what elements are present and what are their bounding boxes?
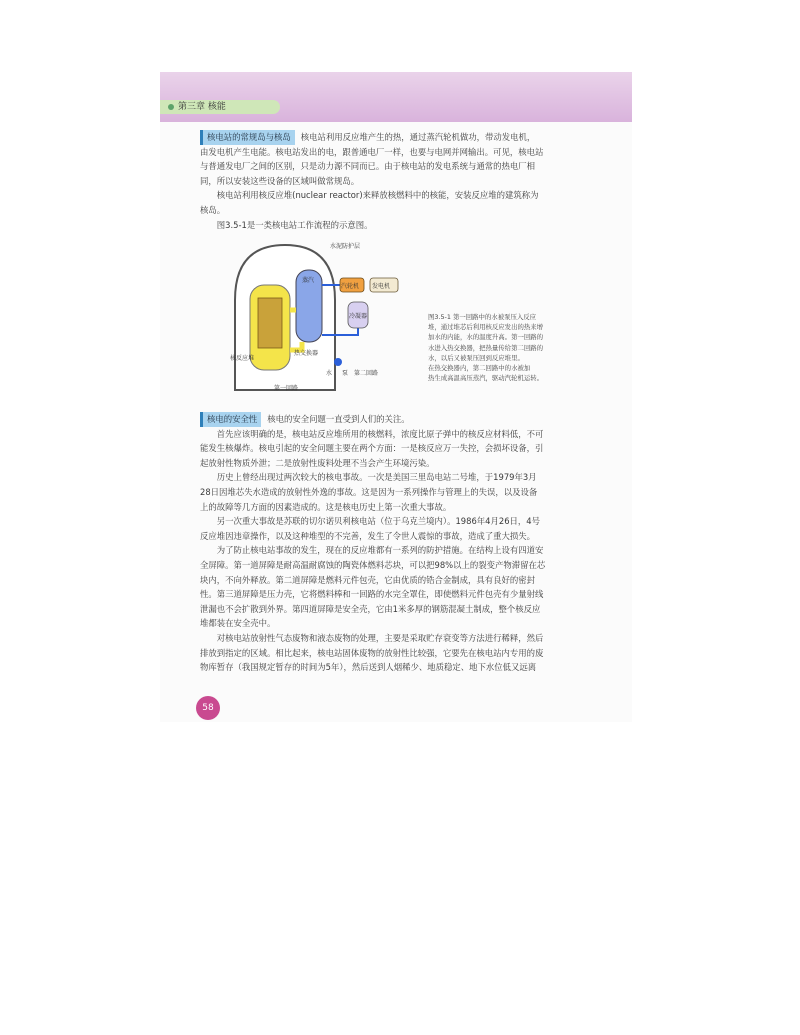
reactor-diagram: [230, 240, 410, 398]
label-turbine: 汽轮机: [341, 283, 360, 290]
label-condenser: 冷凝器: [349, 313, 368, 320]
caption-line: 水进入热交换器，把热量传给第二回路的: [428, 343, 544, 352]
pump-icon: [334, 358, 342, 366]
caption-line: 水，以后又被泵压回到反应堆里。: [428, 353, 524, 362]
text-line: 对核电站放射性气态废物和液态废物的处理，主要是采取贮存衰变等方法进行稀释，然后: [216, 632, 544, 643]
caption-line: 堆，通过堆芯后利用核反应发出的热来增: [428, 323, 544, 332]
text-line: 历史上曾经出现过两次较大的核电事故。一次是美国三里岛电站二号堆，于1979年3月: [216, 472, 537, 483]
label-water: 水: [326, 370, 333, 377]
caption-line: 图3.5-1 第一回路中的水被泵压入反应: [428, 313, 537, 321]
text-line: 泄漏也不会扩散到外界。第四道屏障是安全壳，它由1米多厚的钢筋混凝土制成，整个核反应: [200, 603, 541, 614]
label-loop2: 第二回路: [354, 370, 379, 377]
label-shell: 水泥防护层: [330, 243, 361, 250]
chapter-tab: [160, 100, 280, 114]
text-line: 性。第三道屏障是压力壳，它将燃料棒和一回路的水完全罩住，即使燃料元件包壳有少量射线: [200, 589, 544, 600]
caption-line: 热生成高温高压蒸汽，驱动汽轮机运转。: [428, 374, 544, 383]
paragraph: [200, 412, 620, 427]
section-routine: [200, 130, 620, 232]
page-header: [160, 72, 632, 122]
section-safety: [200, 412, 620, 675]
text-line: 核电站利用核反应堆(nuclear reactor)来释放核燃料中的核能，安装反应堆的建筑称为: [216, 190, 539, 201]
text-line: 核电的安全问题一直受到人们的关注。: [267, 414, 410, 424]
textbook-page: [160, 72, 632, 722]
text-line: 起放射性物质外泄；二是放射性废料处理不当会产生环境污染。: [200, 457, 435, 468]
text-line: 同，所以安装这些设备的区域叫做常规岛。: [200, 175, 360, 186]
text-line: 首先应该明确的是，核电站反应堆所用的核燃料，浓度比原子弹中的核反应材料低，不可: [216, 428, 544, 439]
text-line: 核岛。: [200, 204, 226, 215]
label-pump: 泵: [342, 370, 349, 377]
label-exchanger: 热交换器: [294, 350, 319, 357]
chapter-title: 第三章 核能: [178, 102, 226, 112]
text-line: 与普通发电厂之间的区别，只是动力源不同而已。由于核电站的发电系统与通常的热电厂相: [200, 161, 535, 172]
bullet-icon: [168, 104, 174, 110]
text-line: 排放到指定的区域。相比起来，核电站固体废物的放射性比较强，它要先在核电站内专用的废: [200, 647, 544, 658]
page-number-badge: 58: [196, 696, 220, 720]
fuel-rods: [258, 298, 282, 348]
text-line: 28日因堆芯失水造成的放射性外逸的事故。这是因为一系列操作与管理上的失误，以及设备: [200, 486, 538, 497]
text-line: 能发生核爆炸。核电引起的安全问题主要在两个方面：一是核反应万一失控，会损坏设备，引: [200, 443, 544, 454]
text-line: 物库暂存（我国规定暂存的时间为5年），然后送到人烟稀少、地质稳定、地下水位低又远离: [200, 662, 537, 673]
text-line: 核电站利用反应堆产生的热，通过蒸汽轮机做功，带动发电机，: [300, 132, 536, 142]
label-generator: 发电机: [372, 283, 391, 290]
label-reactor: 核反应堆: [230, 355, 255, 362]
figure-caption: [428, 312, 568, 383]
caption-line: 加水的内能，水的温度升高。第一回路的: [428, 333, 544, 342]
text-line: 全屏障。第一道屏障是耐高温耐腐蚀的陶瓷体燃料芯块，可以把98%以上的裂变产物滞留在芯: [200, 559, 546, 570]
text-line: 图3.5-1是一类核电站工作流程的示意图。: [216, 219, 373, 230]
text-line: 反应堆因违章操作，以及这种堆型的不完善，发生了令世人震惊的事故，造成了重大损失。: [200, 530, 535, 541]
text-line: 另一次重大事故是苏联的切尔诺贝利核电站（位于乌克兰境内）。1986年4月26日，4号: [216, 516, 540, 527]
label-loop1: 第一回路: [274, 385, 299, 392]
section-title: 核电的安全性: [200, 412, 261, 427]
caption-line: 在热交换器内，第二回路中的水被加: [428, 364, 531, 373]
paragraph: [200, 130, 620, 145]
text-line: 上的故障等几方面的因素造成的。这是核电历史上第一次重大事故。: [200, 501, 452, 512]
label-steam: 蒸汽: [302, 277, 315, 284]
text-line: 块内，不向外释放。第二道屏障是燃料元件包壳，它由优质的锆合金制成，具有良好的密封: [200, 574, 535, 585]
text-line: 堆都装在安全壳中。: [200, 618, 276, 629]
section-title: 核电站的常规岛与核岛: [200, 130, 295, 145]
text-line: 由发电机产生电能。核电站发出的电，跟普通电厂一样，也要与电网并网输出。可见，核电站: [200, 146, 544, 157]
text-line: 为了防止核电站事故的发生，现在的反应堆都有一系列的防护措施。在结构上设有四道安: [216, 545, 544, 556]
